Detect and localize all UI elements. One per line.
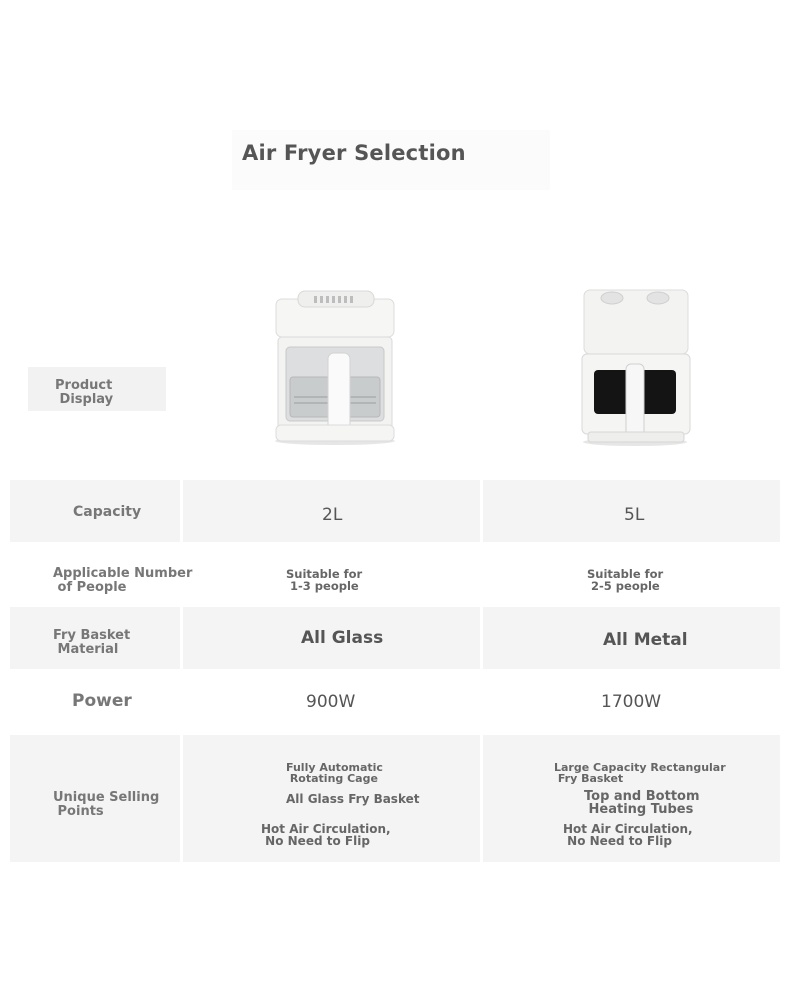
basket-label: Fry Basket Material	[53, 628, 131, 657]
product-display-label: Product Display	[55, 378, 114, 407]
usp-a-3: Hot Air Circulation, No Need to Flip	[261, 822, 391, 848]
usp-a-1: Fully Automatic Rotating Cage	[286, 761, 383, 785]
capacity-value-a: 2L	[322, 505, 343, 525]
usp-b-1: Large Capacity Rectangular Fry Basket	[554, 761, 726, 785]
capacity-label: Capacity	[73, 504, 142, 520]
usp-a-2: All Glass Fry Basket	[286, 792, 420, 806]
basket-value-a: All Glass	[301, 628, 384, 648]
power-value-a: 900W	[306, 692, 356, 712]
usp-b-3: Hot Air Circulation, No Need to Flip	[563, 822, 693, 848]
people-value-b: Suitable for 2-5 people	[587, 567, 664, 593]
people-label: Applicable Number of People	[53, 566, 193, 595]
metal-air-fryer-image	[576, 286, 694, 448]
basket-value-b: All Metal	[603, 630, 688, 650]
capacity-value-b: 5L	[624, 505, 645, 525]
usp-label: Unique Selling Points	[53, 790, 160, 819]
power-value-b: 1700W	[601, 692, 662, 712]
usp-b-2: Top and Bottom Heating Tubes	[584, 789, 700, 817]
power-label: Power	[72, 691, 132, 711]
glass-air-fryer-image	[268, 285, 402, 447]
people-value-a: Suitable for 1-3 people	[286, 567, 363, 593]
page-title: Air Fryer Selection	[242, 141, 466, 165]
